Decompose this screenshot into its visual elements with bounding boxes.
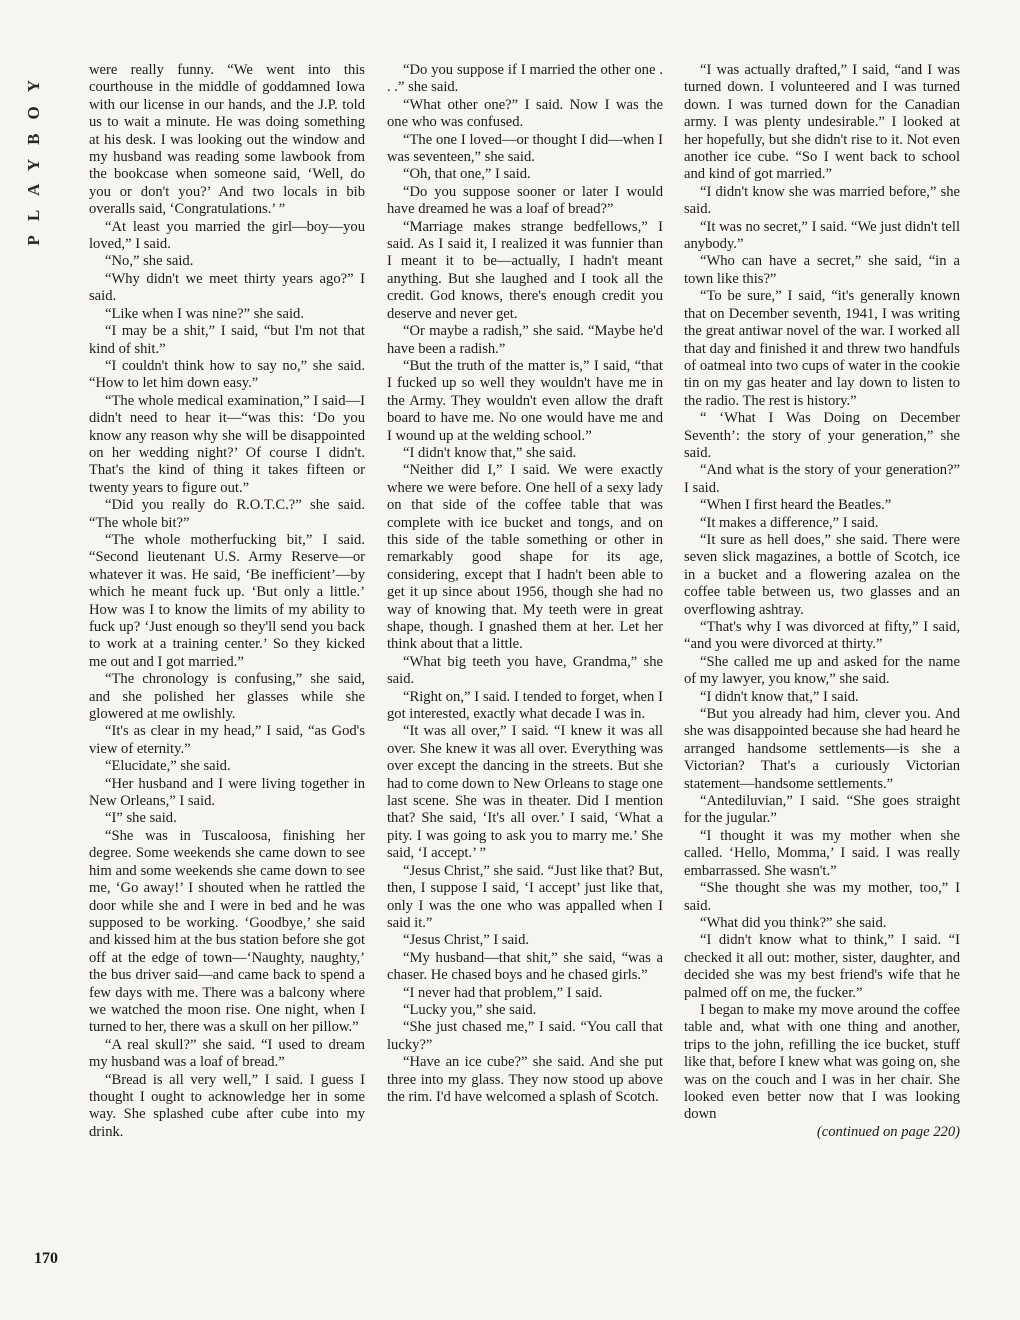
- paragraph: “It's as clear in my head,” I said, “as God's view of eternity.”: [89, 723, 365, 757]
- paragraph: “At least you married the girl—boy—you loved,” I said.: [89, 218, 365, 253]
- paragraph: “But you already had him, clever you. And she was disappointed because she had heard he arranged handsome settlements—is she a Victorian? That's a curiously Victorian statement—handsome settlements.”: [684, 706, 960, 792]
- paragraph: “Do you suppose sooner or later I would have dreamed he was a loaf of bread?”: [387, 183, 663, 218]
- paragraph: “But the truth of the matter is,” I said, “that I fucked up so well they wouldn't have me in the Army. They wouldn't even allow the draft board to have me. No one would have me and I wound up at the welding school.”: [387, 357, 663, 444]
- paragraph: were really funny. “We went into this courthouse in the middle of goddamned Iowa with our license in our hands, and the J.P. told us to wait a minute. He was doing something at his desk. I was looking out the window and my husband was reading some lawbook from the bookcase when someone said, ‘Well, do you or don't you?’ And two locals in bib overalls said, ‘Congratulations.’ ”: [89, 62, 365, 218]
- paragraph: “Right on,” I said. I tended to forget, when I got interested, exactly what decade I was in.: [387, 688, 663, 723]
- paragraph: “Like when I was nine?” she said.: [105, 305, 304, 322]
- paragraph: “Marriage makes strange bedfellows,” I said. As I said it, I realized it was funnier than I meant it to be—actually, I hadn't meant anything. But she laughed and I took all the credit. God knows, there's enough credit you deserve and never get.: [387, 218, 663, 322]
- paragraph: “Antediluvian,” I said. “She goes straight for the jugular.”: [684, 793, 960, 827]
- column-1: [89, 62, 365, 1292]
- paragraph: “It makes a difference,” I said.: [700, 514, 879, 531]
- page-number: 170: [34, 1250, 58, 1267]
- paragraph: “Her husband and I were living together in New Orleans,” I said.: [89, 775, 365, 810]
- paragraph: I began to make my move around the coffee table and, what with one thing and another, trips to the john, refilling the ice bucket, stuff like that, before I knew what was going on, she was on the couch and I was in her chair. She looked even better now that I was looking down: [684, 1001, 960, 1123]
- paragraph: “That's why I was divorced at fifty,” I said, “and you were divorced at thirty.”: [684, 619, 960, 653]
- paragraph: “And what is the story of your generation?” I said.: [684, 462, 960, 496]
- paragraph: “It was all over,” I said. “I knew it was all over. She knew it was all over. Everything was over except the dancing in the streets. But she had to come down to New Orleans to stage one last scene. She was in theater. Did I mention that? She said, ‘It's all over.’ I said, ‘What a pity. I was going to ask you to marry me.’ She said, ‘I accept.’ ”: [387, 723, 663, 862]
- paragraph: “What big teeth you have, Grandma,” she said.: [387, 653, 663, 688]
- paragraph: “ ‘What I Was Doing on December Seventh’: the story of your generation,” she said.: [684, 410, 960, 461]
- paragraph: “A real skull?” she said. “I used to dream my husband was a loaf of bread.”: [89, 1036, 365, 1071]
- paragraph: “Have an ice cube?” she said. And she put three into my glass. They now stood up above the rim. I'd have welcomed a splash of Scotch.: [387, 1054, 663, 1105]
- paragraph: “Or maybe a radish,” she said. “Maybe he'd have been a radish.”: [387, 323, 663, 357]
- paragraph: “The whole medical examination,” I said—I didn't need to hear it—“was this: ‘Do you know any reason why she will be disappointed on her wedding night?’ Of course I didn't. That's the kind of thing it takes fifteen or twenty years to figure out.”: [89, 392, 365, 496]
- paragraph: “She called me up and asked for the name of my lawyer, you know,” she said.: [684, 653, 960, 688]
- paragraph: “I didn't know that,” she said.: [403, 444, 577, 461]
- paragraph: “I never had that problem,” I said.: [403, 984, 603, 1001]
- paragraph: “Elucidate,” she said.: [105, 758, 231, 775]
- paragraph: “Neither did I,” I said. We were exactly where we were before. One hell of a sexy lady on that side of the coffee table that was complete with ice bucket and tongs, and on this side of the table something or other in remarkably good shape for its age, considering, except that I hadn't been able to get it up since about 1956, though she had no way of knowing that. My teeth were in great shape, though. I gnashed them at her. Let her think about that a little.: [387, 462, 663, 653]
- paragraph: “What did you think?” she said.: [700, 914, 887, 931]
- paragraph: “To be sure,” I said, “it's generally known that on December seventh, 1941, I was writing the great antiwar novel of the war. I worked all that day and finished it and threw two handfuls of oatmeal into two cups of water in the cookie tin on my gas heater and lay down to listen to the radio. The rest is history.”: [684, 288, 960, 409]
- paragraph: “Did you really do R.O.T.C.?” she said. “The whole bit?”: [89, 497, 365, 531]
- paragraph: “She was in Tuscaloosa, finishing her degree. Some weekends she came down to see him and some weekends she came down to see me, ‘Go away!’ I shouted when he rattled the door while she and I were in bed and he was supposed to be working. ‘Goodbye,’ she said and kissed him at the bus station before she got off at the edge of town—‘Naughty, naughty,’ the bus driver said—and came back to spend a few days with me. There was a balcony where we watched the moon rise. One night, when I turned to her, there was a skull on her pillow.”: [89, 827, 365, 1036]
- paragraph: “It was no secret,” I said. “We just didn't tell anybody.”: [684, 218, 960, 253]
- paragraph: “I didn't know she was married before,” she said.: [684, 183, 960, 218]
- paragraph: “I was actually drafted,” I said, “and I was turned down. I volunteered and I was turned down. I was turned down for the Canadian army. I was plenty undesirable.” I looked at her hopefully, but she didn't rise to it. Not even another ice cube. “So I went back to school and kind of got married.”: [684, 62, 960, 183]
- paragraph: “Do you suppose if I married the other one . . .” she said.: [387, 62, 663, 96]
- magazine-name: PLAYBOY: [24, 66, 43, 246]
- paragraph: “The one I loved—or thought I did—when I was seventeen,” she said.: [387, 131, 663, 166]
- paragraph: “The chronology is confusing,” she said, and she polished her glasses while she glowered at me owlishly.: [89, 671, 365, 723]
- paragraph: “Who can have a secret,” she said, “in a town like this?”: [684, 253, 960, 287]
- paragraph: “She thought she was my mother, too,” I said.: [684, 880, 960, 914]
- paragraph: “Why didn't we meet thirty years ago?” I said.: [89, 270, 365, 305]
- paragraph: “Jesus Christ,” I said.: [403, 932, 530, 949]
- paragraph: “When I first heard the Beatles.”: [700, 497, 892, 514]
- paragraph: “My husband—that shit,” she said, “was a chaser. He chased boys and he chased girls.”: [387, 949, 663, 984]
- paragraph: “Jesus Christ,” she said. “Just like that? But, then, I suppose I said, ‘I accept’ just like that, only I was the one who was appalled when I said it.”: [387, 862, 663, 931]
- paragraph: “Lucky you,” she said.: [403, 1001, 537, 1018]
- paragraph: “I didn't know that,” I said.: [700, 688, 859, 705]
- continued-line: (continued on page 220): [816, 1123, 960, 1140]
- paragraph: “I couldn't think how to say no,” she said. “How to let him down easy.”: [89, 357, 365, 392]
- paragraph: “I thought it was my mother when she called. ‘Hello, Momma,’ I said. I was really embarrassed. She wasn't.”: [684, 827, 960, 879]
- paragraph: “Oh, that one,” I said.: [403, 166, 531, 183]
- paragraph: “The whole motherfucking bit,” I said. “Second lieutenant U.S. Army Reserve—or whatever it was. He said, ‘Be inefficient’—by which he meant fuck up. ‘But only a little.’ How was I to know the limits of my ability to fuck up? ‘Just enough so they'll send you back to work at a training center.’ So they kicked me out and I got married.”: [89, 531, 365, 670]
- column-2: [387, 62, 663, 1292]
- paragraph: “I didn't know what to think,” I said. “I checked it all out: mother, sister, daughter, and decided she was my best friend's wife that he palmed off on me, the fucker.”: [684, 932, 960, 1001]
- paragraph: “Bread is all very well,” I said. I guess I thought I ought to acknowledge her in some way. She splashed cube after cube into my drink.: [89, 1071, 365, 1140]
- column-3: [684, 62, 960, 1292]
- paragraph: “What other one?” I said. Now I was the one who was confused.: [387, 96, 663, 131]
- paragraph: “She just chased me,” I said. “You call that lucky?”: [387, 1019, 663, 1053]
- paragraph: “I” she said.: [105, 810, 177, 827]
- paragraph: “No,” she said.: [105, 253, 194, 270]
- paragraph: “I may be a shit,” I said, “but I'm not that kind of shit.”: [89, 323, 365, 357]
- paragraph: “It sure as hell does,” she said. There were seven slick magazines, a bottle of Scotch, ice in a bucket and a flowering azalea on the coffee table between us, two glasses and an overflowing ashtray.: [684, 531, 960, 618]
